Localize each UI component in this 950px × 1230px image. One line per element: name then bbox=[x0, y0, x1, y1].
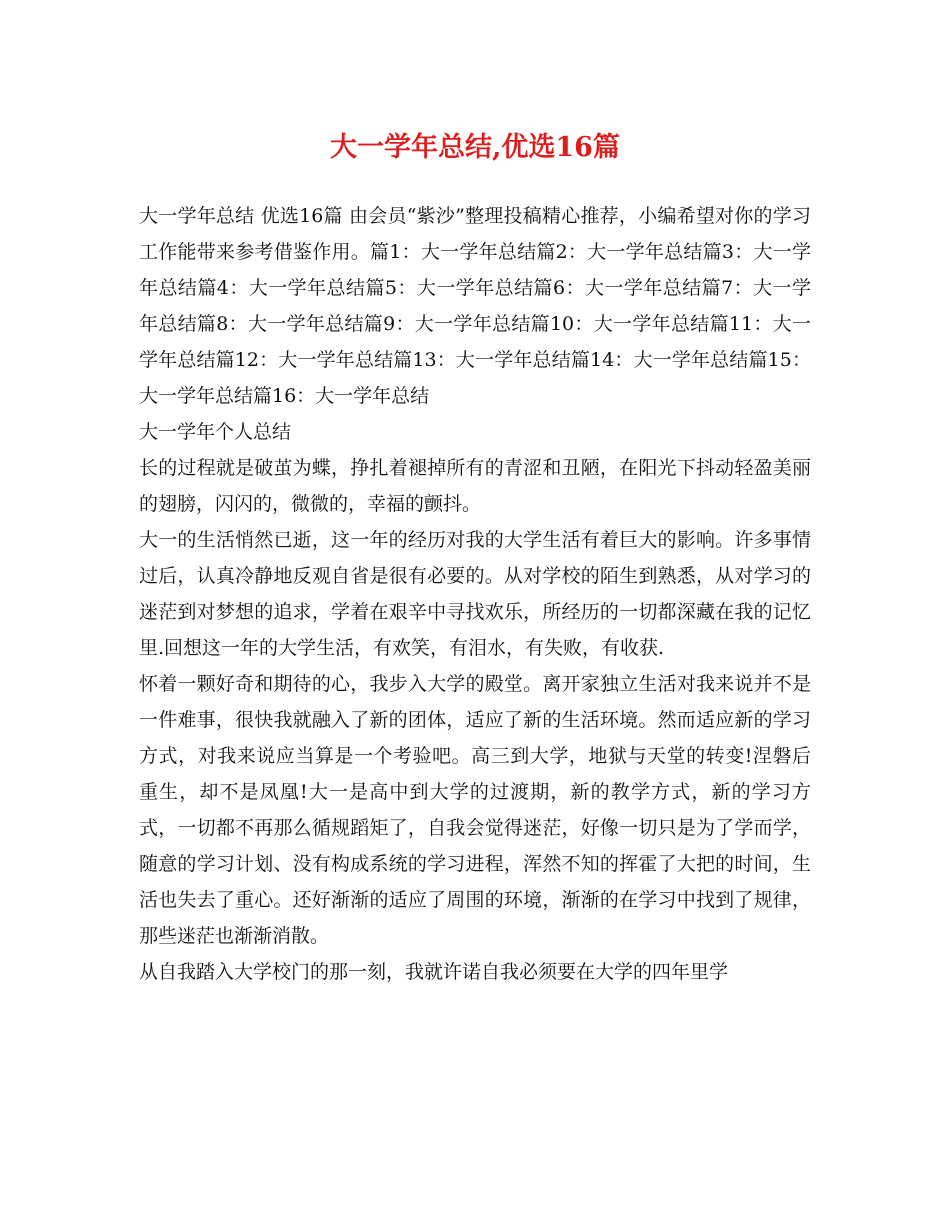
paragraph-adaptation: 怀着一颗好奇和期待的心，我步入大学的殿堂。离开家独立生活对我来说并不是一件难事，很快我就融入了新的团体，适应了新的生活环境。然而适应新的学习方式，对我来说应当算是一个考验吧。高三到大学，地狱与天堂的转变!涅磐后重生，却不是凤凰!大一是高中到大学的过渡期，新的教学方式，新的学习方式，一切都不再那么循规蹈矩了，自我会觉得迷茫，好像一切只是为了学而学，随意的学习计划、没有构成系统的学习进程，浑然不知的挥霍了大把的时间，生活也失去了重心。还好渐渐的适应了周围的环境，渐渐的在学习中找到了规律，那些迷茫也渐渐消散。 bbox=[139, 673, 811, 947]
paragraph-metaphor: 长的过程就是破茧为蝶，挣扎着褪掉所有的青涩和丑陋，在阳光下抖动轻盈美丽的翅膀，闪闪的，微微的，幸福的颤抖。 bbox=[139, 457, 811, 515]
paragraph-reflection: 大一的生活悄然已逝，这一年的经历对我的大学生活有着巨大的影响。许多事情过后，认真冷静地反观自省是很有必要的。从对学校的陌生到熟悉，从对学习的迷茫到对梦想的追求，学着在艰辛中寻找欢乐，所经历的一切都深藏在我的记忆里.回想这一年的大学生活，有欢笑，有泪水，有失败，有收获. bbox=[139, 529, 811, 659]
paragraph-heading: 大一学年个人总结 bbox=[139, 421, 292, 443]
document-title: 大一学年总结,优选16篇 bbox=[330, 132, 620, 163]
document-body bbox=[139, 198, 811, 990]
paragraph-intro: 大一学年总结 优选16篇 由会员“紫沙”整理投稿精心推荐，小编希望对你的学习工作能带来参考借鉴作用。篇1：大一学年总结篇2：大一学年总结篇3：大一学年总结篇4：大一学年总结篇5：大一学年总结篇6：大一学年总结篇7：大一学年总结篇8：大一学年总结篇9：大一学年总结篇10：大一学年总结篇11：大一学年总结篇12：大一学年总结篇13：大一学年总结篇14：大一学年总结篇15：大一学年总结篇16：大一学年总结 bbox=[139, 205, 811, 407]
paragraph-promise: 从自我踏入大学校门的那一刻，我就许诺自我必须要在大学的四年里学 bbox=[139, 961, 729, 983]
